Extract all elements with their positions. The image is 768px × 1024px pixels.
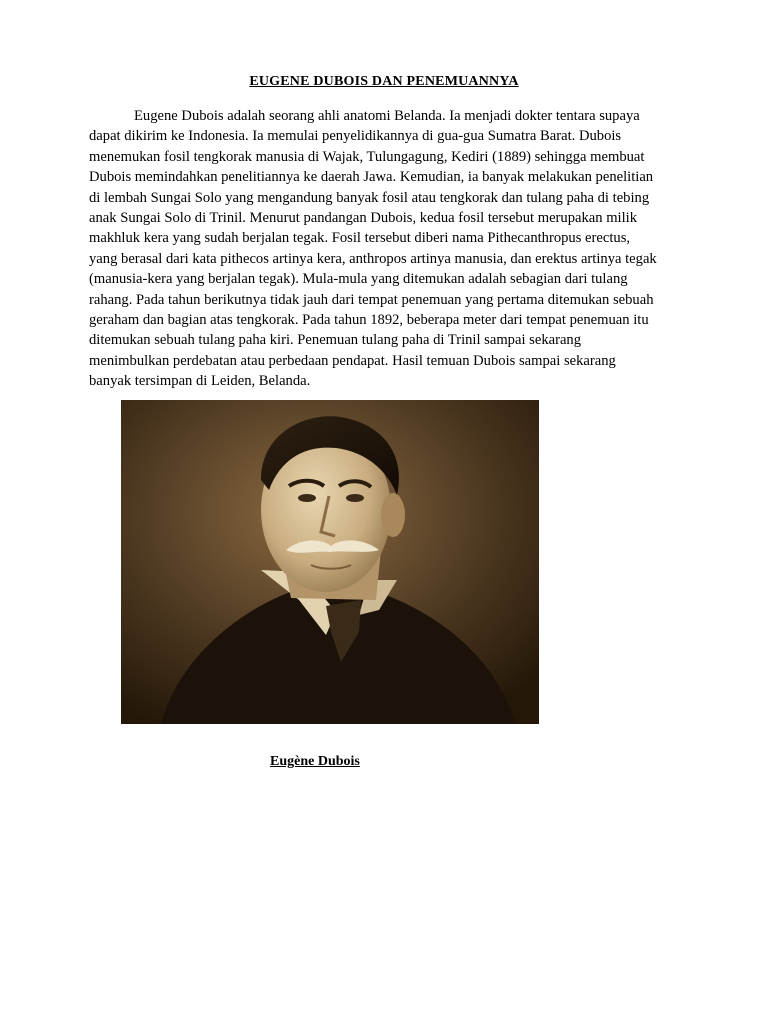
paragraph-line: makhluk kera yang sudah berjalan tegak. Fosil tersebut diberi nama Pithecanthropus erectus, <box>89 230 631 247</box>
paragraph-line: banyak tersimpan di Leiden, Belanda. <box>89 373 311 390</box>
paragraph-line: menemukan fosil tengkorak manusia di Wajak, Tulungagung, Kediri (1889) sehingga membuat <box>89 148 645 165</box>
portrait-photo <box>121 400 539 724</box>
paragraph-line: Eugene Dubois adalah seorang ahli anatomi Belanda. Ia menjadi dokter tentara supaya <box>134 108 640 124</box>
paragraph-line: (manusia-kera yang berjalan tegak). Mula-mula yang ditemukan adalah sebagian dari tulang <box>89 271 628 288</box>
paragraph-line: yang berasal dari kata pithecos artinya kera, anthropos artinya manusia, dan erektus artinya tegak <box>89 250 657 267</box>
body-paragraph <box>89 106 677 392</box>
paragraph-line: Dubois memindahkan penelitiannya ke daerah Jawa. Kemudian, ia banyak melakukan penelitian <box>89 169 654 186</box>
paragraph-line: di lembah Sungai Solo yang mengandung banyak fosil atau tengkorak dan tulang paha di tebing <box>89 189 650 206</box>
paragraph-line: anak Sungai Solo di Trinil. Menurut pandangan Dubois, kedua fosil tersebut merupakan milik <box>89 210 638 227</box>
photo-caption: Eugène Dubois <box>270 754 360 769</box>
paragraph-line: dapat dikirim ke Indonesia. Ia memulai penyelidikannya di gua-gua Sumatra Barat. Dubois <box>89 128 622 145</box>
paragraph-line: rahang. Pada tahun berikutnya tidak jauh dari tempat penemuan yang pertama ditemukan sebuah <box>89 291 654 308</box>
paragraph-line: menimbulkan perdebatan atau perbedaan pendapat. Hasil temuan Dubois sampai sekarang <box>89 352 616 369</box>
portrait-illustration <box>121 400 539 724</box>
paragraph-line: ditemukan sebuah tulang paha kiri. Penemuan tulang paha di Trinil sampai sekarang <box>89 332 582 349</box>
document-title: EUGENE DUBOIS DAN PENEMUANNYA <box>249 74 519 89</box>
paragraph-line: geraham dan bagian atas tengkorak. Pada tahun 1892, beberapa meter dari tempat penemuan itu <box>89 312 649 329</box>
